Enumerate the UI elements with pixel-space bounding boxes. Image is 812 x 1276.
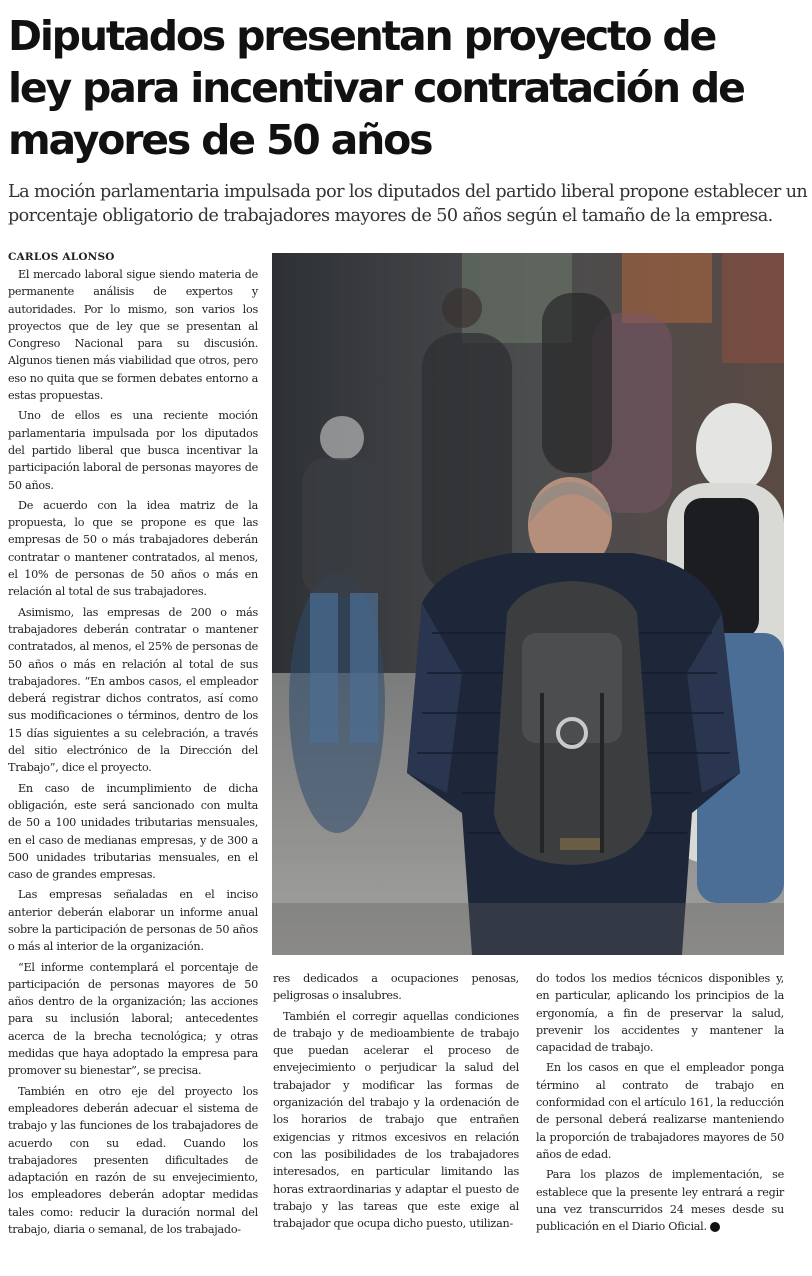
article-column-1 — [8, 266, 258, 1241]
paragraph: Las empresas señaladas en el inciso anterior deberán elaborar un informe anual sobre la participación de personas de 50 años o más al interior de la organización. — [8, 888, 258, 954]
final-text: Para los plazos de implementación, se establece que la presente ley entrará a regir una vez transcurridos 24 meses desde su publicación en el Diario Oficial. — [536, 1168, 784, 1234]
paragraph: “El informe contemplará el porcentaje de participación de personas mayores de 50 años dentro de la organización; las acciones para su inclusión laboral; antecedentes acerca de la brecha tecnológica; y otras medidas que haya adoptado la empresa para promover su bienestar”, se precisa. — [8, 960, 258, 1078]
article-column-2 — [273, 970, 519, 1235]
paragraph-final — [536, 1166, 784, 1235]
paragraph: De acuerdo con la idea matriz de la propuesta, lo que se propone es que las empresas de 50 o más trabajadores deberán contratar o mantener contratados, al menos, el 10% de personas de 50 años o más en relación al total de sus trabajadores. — [8, 498, 258, 599]
paragraph: En los casos en que el empleador ponga término al contrato de trabajo en conformidad con el artículo 161, la reducción de personal deberá realizarse manteniendo la proporción de trabajadores mayores de 50 años de edad. — [536, 1061, 784, 1161]
paragraph: El mercado laboral sigue siendo materia de permanente análisis de expertos y autoridades. Por lo mismo, son varios los proyectos que de ley que se presentan al Congreso Nacional para su discusión. Algunos tienen más viabilidad que otros, pero eso no quita que se formen debates entorno a estas propuestas. — [8, 268, 258, 403]
paragraph-continuation: res dedicados a ocupaciones penosas, peligrosas o insalubres. — [273, 972, 519, 1003]
headline: Diputados presentan proyecto de ley para incentivar contratación de mayores de 50 años — [8, 12, 744, 164]
byline: CARLOS ALONSO — [8, 251, 115, 263]
end-mark-icon: P — [710, 1222, 720, 1232]
deck-subtitle: La moción parlamentaria impulsada por los diputados del partido liberal propone establecer un porcentaje obligatorio de trabajadores mayores de 50 años según el tamaño de la empresa. — [8, 182, 808, 226]
article-photo — [272, 253, 784, 955]
paragraph-continuation: do todos los medios técnicos disponibles y, en particular, aplicando los principios de la ergonomía, a fin de preservar la salud, prevenir los accidentes y mantener la capacidad de trabajo. — [536, 972, 784, 1055]
paragraph: Uno de ellos es una reciente moción parlamentaria impulsada por los diputados del partido liberal que busca incentivar la participación laboral de personas mayores de 50 años. — [8, 409, 258, 492]
article-column-3 — [536, 970, 784, 1238]
paragraph: En caso de incumplimiento de dicha obligación, este será sancionado con multa de 50 a 100 unidades tributarias mensuales, en el caso de medianas empresas, y de 300 a 500 unidades tributarias mensuales, en el caso de grandes empresas. — [8, 781, 258, 882]
paragraph: También el corregir aquellas condiciones de trabajo y de medioambiente de trabajo que puedan acelerar el proceso de envejecimiento o perjudicar la salud del trabajador y modificar las formas de organización del trabajo y la ordenación de los horarios de trabajo que entrañen exigencias y ritmos excesivos en relación con las posibilidades de los trabajadores interesados, en particular limitando las horas extraordinarias y adaptar el puesto de trabajo y las tareas que este exige al trabajador que ocupa dicho puesto, utilizan- — [273, 1009, 519, 1231]
paragraph: También en otro eje del proyecto los empleadores deberán adecuar el sistema de trabajo y las funciones de los trabajadores de acuerdo con su edad. Cuando los trabajadores presenten dificultades de adaptación en razón de su envejecimiento, los empleadores deberán adoptar medidas tales como: reducir la duración normal del trabajo, diaria o semanal, de los trabajado- — [8, 1084, 258, 1237]
photo-illustration — [272, 253, 784, 955]
paragraph: Asimismo, las empresas de 200 o más trabajadores deberán contratar o mantener contratados, al menos, el 25% de personas de 50 años o más en relación al total de sus trabajadores. “En ambos casos, el empleador deberá registrar dichos contratos, así como sus modificaciones o términos, dentro de los 15 días siguientes a su celebración, a través del sitio electrónico de la Dirección del Trabajo”, dice el proyecto. — [8, 605, 258, 775]
